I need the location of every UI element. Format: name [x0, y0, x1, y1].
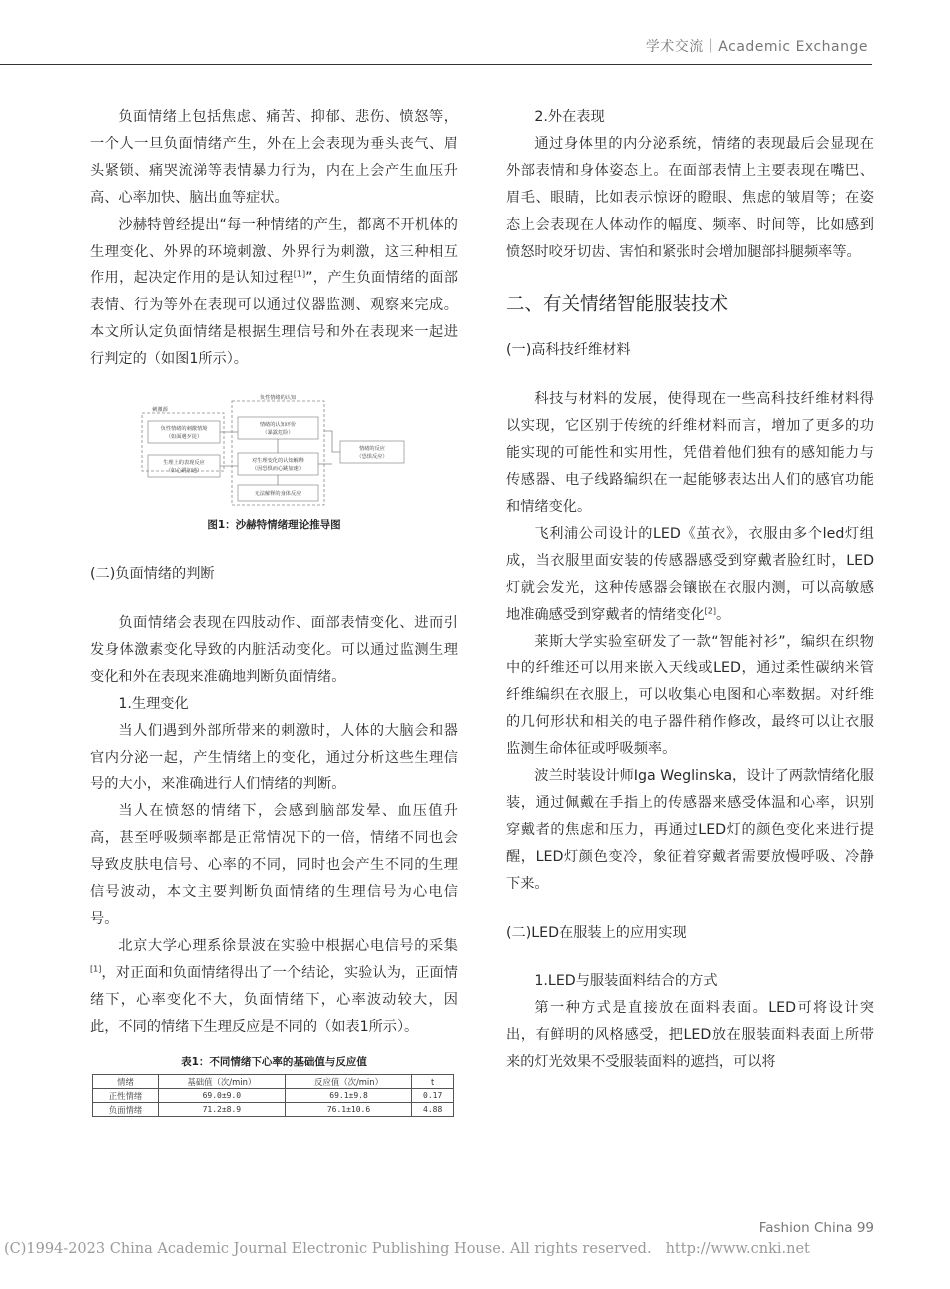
table-header-row	[93, 1075, 454, 1089]
paragraph: 负面情绪上包括焦虑、痛苦、抑郁、悲伤、愤怒等，一个人一旦负面情绪产生，外在上会表现为垂头丧气、眉头紧锁、痛哭流涕等表情暴力行为，内在上会产生血压升高、心率加快、脑出血等症状。	[90, 109, 458, 206]
heart-rate-table	[92, 1074, 454, 1117]
table-cell: 正性情绪	[93, 1089, 159, 1103]
running-header: 学术交流｜Academic Exchange	[645, 39, 868, 55]
subheading: 1.生理变化	[118, 695, 189, 712]
diagram-label: （暴露危险）	[262, 430, 294, 437]
table-cell: 负面情绪	[93, 1103, 159, 1117]
left-column	[90, 104, 458, 1117]
paragraph: 北京大学心理系徐景波在实验中根据心电信号的采集[1]，对正面和负面情绪得出了一个结论，实验认为，正面情绪下，心率变化不大，负面情绪下，心率波动较大，因此，不同的情绪下生理反应是不同的（如表1所示）。	[90, 937, 458, 1035]
cnki-link[interactable]: http://www.cnki.net	[665, 1241, 810, 1257]
diagram-label: （如心跳加速）	[165, 468, 203, 475]
table-cell: 0.17	[412, 1089, 454, 1103]
table-cell: 76.1±10.6	[285, 1103, 412, 1117]
citation-ref[interactable]: [1]	[90, 964, 102, 974]
citation-ref[interactable]: [2]	[704, 605, 716, 615]
diagram-label: 刺激源	[152, 407, 168, 414]
paragraph: 通过身体里的内分泌系统，情绪的表现最后会显现在外部表情和身体姿态上。在面部表情上主要表现在嘴巴、眉毛、眼睛，比如表示惊讶的瞪眼、焦虑的皱眉等；在姿态上会表现在人体动作的幅度、频率、时间等，比如感到愤怒时咬牙切齿、害怕和紧张时会增加腿部抖腿频率等。	[506, 135, 874, 260]
paragraph: 飞利浦公司设计的LED《茧衣》，衣服由多个led灯组成，当衣服里面安装的传感器感受到穿戴者脸红时，LED灯就会发光，这种传感器会镶嵌在衣服内测，可以高敏感地准确感受到穿戴者的情绪变化[2]。	[506, 525, 874, 623]
paragraph: 波兰时装设计师Iga Weglinska，设计了两款情绪化服装，通过佩戴在手指上的传感器来感受体温和心率，识别穿戴者的焦虑和压力，再通过LED灯的颜色变化来进行提醒，LED灯颜色变冷，象征着穿戴者需要放慢呼吸、冷静下来。	[506, 768, 874, 892]
column-header: 反应值（次/min）	[285, 1075, 412, 1089]
right-column	[506, 104, 874, 1076]
column-header: t	[412, 1075, 454, 1089]
paragraph: 当人在愤怒的情绪下，会感到脑部发晕、血压值升高，甚至呼吸频率都是正常情况下的一倍，情绪不同也会导致皮肤电信号、心率的不同，同时也会产生不同的生理信号波动，本文主要判断负面情绪的生理信号为心电信号。	[90, 803, 458, 927]
paragraph: 科技与材料的发展，使得现在一些高科技纤维材料得以实现，它区别于传统的纤维材料而言，增加了更多的功能实现的可能性和实用性，凭借着他们独有的感知能力与传感器、电子线路编织在一起能够表达出人们的感官功能和情绪变化。	[506, 391, 874, 515]
paragraph: 莱斯大学实验室研发了一款“智能衬衫”，编织在织物中的纤维还可以用来嵌入天线或LED，通过柔性碳纳米管纤维编织在衣服上，可以收集心电图和心率数据。对纤维的几何形状和相关的电子器件稍作修改，最终可以让衣服监测生命体征或呼吸频率。	[506, 633, 874, 758]
table-row	[93, 1089, 454, 1103]
paragraph: 负面情绪会表现在四肢动作、面部表情变化、进而引发身体激素变化导致的内脏活动变化。可以通过监测生理变化和外在表现来准确地判断负面情绪。	[90, 614, 458, 685]
figure-1	[90, 391, 458, 539]
diagram-label: 对生理变化的认知解释	[252, 458, 304, 465]
subsection-heading: (一)高科技纤维材料	[506, 342, 631, 359]
column-header: 基础值（次/min）	[159, 1075, 286, 1089]
header-rule	[0, 64, 872, 65]
paragraph: 当人们遇到外部所带来的刺激时，人体的大脑会和器官内分泌一起，产生情绪上的变化，通过分析这些生理信号的大小，来准确进行人们情绪的判断。	[90, 722, 458, 793]
subsection-heading: (二)负面情绪的判断	[90, 566, 215, 583]
table-caption: 表1：不同情绪下心率的基础值与反应值	[181, 1056, 367, 1069]
citation-ref[interactable]: [1]	[293, 269, 306, 279]
figure-caption: 图1：沙赫特情绪理论推导图	[207, 519, 341, 532]
paragraph: 第一种方式是直接放在面料表面。LED可将设计突出，有鲜明的风格感受，把LED放在服装面料表面上所带来的灯光效果不受服装面料的遮挡，可以将	[506, 1000, 874, 1071]
diagram-label: 生理上的表现反应	[163, 460, 205, 467]
copyright-line: (C)1994-2023 China Academic Journal Electronic Publishing House. All rights reserved. http://www.cnki.net	[4, 1241, 810, 1257]
diagram-label: 情绪的反应	[359, 446, 385, 453]
table-cell: 71.2±8.9	[159, 1103, 286, 1117]
diagram-label: 负性情绪的刺激情境	[160, 426, 208, 433]
diagram-label: 负性情绪的认知	[259, 395, 297, 402]
subsection-heading: (二)LED在服装上的应用实现	[506, 924, 687, 941]
diagram-label: （恐惧反应）	[356, 454, 388, 461]
schachter-theory-diagram	[90, 391, 458, 519]
page-footer: Fashion China 99	[758, 1220, 874, 1236]
table-cell: 4.88	[412, 1103, 454, 1117]
subheading: 1.LED与服装面料结合的方式	[534, 973, 718, 990]
table-cell: 69.1±9.8	[285, 1089, 412, 1103]
paragraph: 沙赫特曾经提出“每一种情绪的产生，都离不开机体的生理变化、外界的环境刺激、外界行为刺激，这三种相互作用，起决定作用的是认知过程[1]”，产生负面情绪的面部表情、行为等外在表现可以通过仪器监测、观察来完成。本文所认定负面情绪是根据生理信号和外在表现来一起进行判定的（如图1所示）。	[90, 216, 458, 368]
subheading: 2.外在表现	[534, 109, 605, 125]
diagram-label: （如面遇歹徒）	[165, 434, 203, 441]
diagram-label: （因恐惧而心跳加速）	[252, 466, 304, 473]
column-header: 情绪	[93, 1075, 159, 1089]
diagram-label: 情绪的认知评价	[259, 422, 297, 429]
section-heading: 二、有关情绪智能服装技术	[506, 294, 729, 316]
table-row	[93, 1103, 454, 1117]
arrow	[324, 431, 340, 452]
diagram-label: 无法解释的身体反应	[254, 491, 302, 498]
table-cell: 69.0±9.0	[159, 1089, 286, 1103]
